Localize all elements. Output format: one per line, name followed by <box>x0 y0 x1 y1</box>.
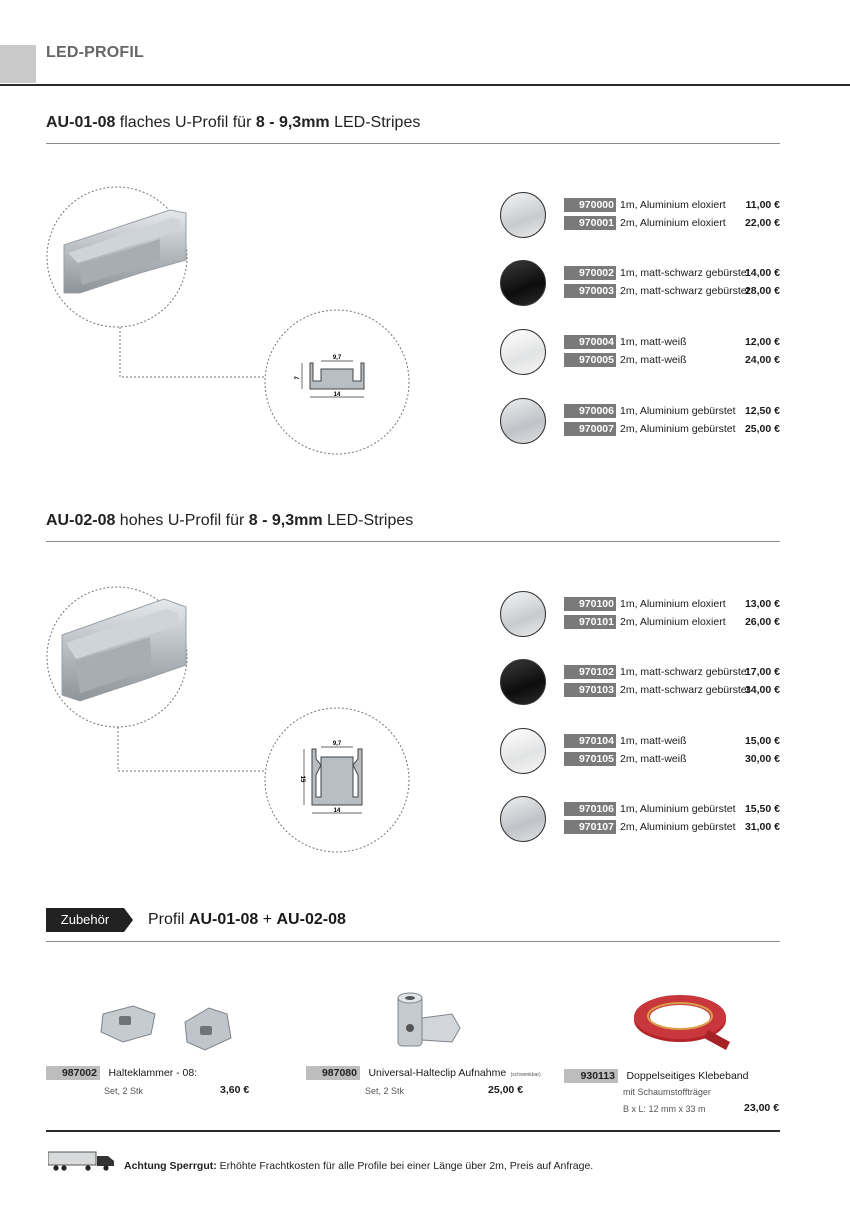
swatch-matt-weiss <box>500 329 546 375</box>
product-code: 970001 <box>564 216 616 230</box>
page-title: LED-PROFIL <box>46 44 144 61</box>
product-price: 13,00 € <box>744 598 780 610</box>
truck-icon <box>48 1150 116 1172</box>
product-price: 12,00 € <box>744 336 780 348</box>
product-price: 28,00 € <box>744 285 780 297</box>
accessories-label: Zubehör <box>46 908 124 932</box>
variant-eloxiert <box>500 589 790 641</box>
accessory-item <box>306 1063 566 1081</box>
dim-width-bottom: 14 <box>333 392 341 398</box>
accessory-price: 23,00 € <box>744 1102 780 1114</box>
accessory-price: 3,60 € <box>220 1084 250 1096</box>
product-row <box>564 597 790 613</box>
product-row <box>564 353 790 369</box>
variant-gebuerstet <box>500 794 790 846</box>
header-tab <box>0 45 36 83</box>
product-price: 24,00 € <box>744 354 780 366</box>
accessory-price: 25,00 € <box>488 1084 524 1096</box>
section-title-au-02-08 <box>46 512 413 530</box>
product-price: 11,00 € <box>745 199 780 211</box>
accessory-note: (schwenkbar) <box>510 1072 541 1078</box>
variant-schwarz <box>500 657 790 709</box>
dim-height: 15 <box>299 775 305 783</box>
product-row <box>564 404 790 420</box>
dim-width-top: 9,7 <box>332 741 342 747</box>
accessory-sub: Set, 2 Stk <box>104 1086 144 1096</box>
accessory-code: 987002 <box>46 1066 100 1080</box>
product-desc: 1m, matt-weiß <box>620 336 687 348</box>
product-row <box>564 683 790 699</box>
profile-illustration-flat <box>40 185 420 475</box>
accessories-code-1: AU-01-08 <box>188 911 259 928</box>
product-price: 26,00 € <box>744 616 780 628</box>
accessory-name: Halteklammer - 08: <box>108 1067 198 1079</box>
product-code: 970101 <box>564 615 616 629</box>
product-row <box>564 216 790 232</box>
product-desc: 2m, matt-weiß <box>620 354 687 366</box>
holding-clamp-image <box>95 1000 240 1056</box>
product-price: 30,00 € <box>744 753 780 765</box>
product-code: 970106 <box>564 802 616 816</box>
accessory-sub: mit Schaumstoffträger <box>623 1087 711 1097</box>
product-desc: 2m, Aluminium eloxiert <box>620 217 726 229</box>
product-desc: 1m, Aluminium gebürstet <box>620 803 736 815</box>
section-title-end: LED-Stripes <box>329 114 421 131</box>
product-row <box>564 752 790 768</box>
product-desc: 2m, Aluminium eloxiert <box>620 616 726 628</box>
product-desc: 2m, Aluminium gebürstet <box>620 423 736 435</box>
section-title-text: flaches U-Profil für <box>115 114 256 131</box>
product-desc: 1m, matt-weiß <box>620 735 687 747</box>
halteclip-image <box>388 988 468 1058</box>
product-row <box>564 422 790 438</box>
product-desc: 2m, matt-weiß <box>620 753 687 765</box>
product-desc: 1m, matt-schwarz gebürstet <box>620 666 750 678</box>
product-row <box>564 734 790 750</box>
accessory-sub: Set, 2 Stk <box>365 1086 405 1096</box>
product-row <box>564 820 790 836</box>
swatch-aluminium-gebuerstet <box>500 796 546 842</box>
section-size: 8 - 9,3mm <box>248 512 323 529</box>
footer-divider <box>46 1130 780 1132</box>
product-price: 15,50 € <box>744 803 780 815</box>
product-code: 970003 <box>564 284 616 298</box>
accessory-code: 930113 <box>564 1069 618 1083</box>
swatch-aluminium-eloxiert <box>500 192 546 238</box>
accessory-name: Universal-Halteclip Aufnahme <box>368 1067 507 1079</box>
product-code: 970000 <box>564 198 616 212</box>
product-desc: 1m, Aluminium gebürstet <box>620 405 736 417</box>
variant-schwarz <box>500 258 790 310</box>
product-row <box>564 665 790 681</box>
accessories-arrow-icon <box>124 908 133 932</box>
product-code: 970107 <box>564 820 616 834</box>
accessory-sub: B x L: 12 mm x 33 m <box>623 1104 706 1114</box>
product-row <box>564 615 790 631</box>
freight-notice <box>124 1160 593 1172</box>
product-desc: 2m, matt-schwarz gebürstet <box>620 684 750 696</box>
accessories-title-pre: Profil <box>148 911 189 928</box>
product-desc: 1m, Aluminium eloxiert <box>620 598 726 610</box>
dim-width-top: 9,7 <box>332 355 342 361</box>
variant-gebuerstet <box>500 396 790 448</box>
product-code: 970006 <box>564 404 616 418</box>
section-code: AU-01-08 <box>46 114 116 131</box>
product-code: 970100 <box>564 597 616 611</box>
product-price: 22,00 € <box>744 217 780 229</box>
product-row <box>564 335 790 351</box>
section-title-end: LED-Stripes <box>322 512 414 529</box>
swatch-matt-weiss <box>500 728 546 774</box>
product-desc: 1m, matt-schwarz gebürstet <box>620 267 750 279</box>
swatch-matt-schwarz <box>500 260 546 306</box>
product-price: 34,00 € <box>744 684 780 696</box>
product-row <box>564 284 790 300</box>
accessory-code: 987080 <box>306 1066 360 1080</box>
product-code: 970105 <box>564 752 616 766</box>
section-size: 8 - 9,3mm <box>255 114 330 131</box>
section-title-text: hohes U-Profil für <box>115 512 249 529</box>
freight-notice-title: Achtung Sperrgut: <box>124 1160 217 1172</box>
accessory-item <box>46 1063 286 1081</box>
accessory-item <box>564 1066 784 1084</box>
product-desc: 2m, Aluminium gebürstet <box>620 821 736 833</box>
swatch-aluminium-eloxiert <box>500 591 546 637</box>
product-code: 970102 <box>564 665 616 679</box>
accessory-name: Doppelseitiges Klebeband <box>626 1070 749 1082</box>
product-row <box>564 266 790 282</box>
variant-weiss <box>500 327 790 379</box>
product-code: 970002 <box>564 266 616 280</box>
section-code: AU-02-08 <box>46 512 116 529</box>
swatch-aluminium-gebuerstet <box>500 398 546 444</box>
header-divider <box>0 84 850 86</box>
product-code: 970004 <box>564 335 616 349</box>
variant-weiss <box>500 726 790 778</box>
product-price: 12,50 € <box>744 405 780 417</box>
product-price: 17,00 € <box>744 666 780 678</box>
product-price: 31,00 € <box>744 821 780 833</box>
profile-illustration-high <box>40 585 420 855</box>
variant-eloxiert <box>500 190 790 242</box>
product-code: 970104 <box>564 734 616 748</box>
dim-height: 7 <box>295 376 301 380</box>
section-divider <box>46 541 780 542</box>
product-desc: 2m, matt-schwarz gebürstet <box>620 285 750 297</box>
adhesive-tape-image <box>630 990 740 1054</box>
section-divider <box>46 143 780 144</box>
dim-width-bottom: 14 <box>333 808 341 814</box>
accessories-code-2: AU-02-08 <box>276 911 346 928</box>
section-divider <box>46 941 780 942</box>
product-price: 25,00 € <box>744 423 780 435</box>
product-row <box>564 198 790 214</box>
swatch-matt-schwarz <box>500 659 546 705</box>
accessories-title <box>148 911 346 929</box>
product-price: 15,00 € <box>744 735 780 747</box>
product-code: 970007 <box>564 422 616 436</box>
section-title-au-01-08 <box>46 114 420 132</box>
product-price: 14,00 € <box>744 267 780 279</box>
product-code: 970005 <box>564 353 616 367</box>
accessories-title-plus: + <box>258 911 277 928</box>
freight-notice-text: Erhöhte Frachtkosten für alle Profile bei einer Länge über 2m, Preis auf Anfrage. <box>216 1160 594 1172</box>
product-code: 970103 <box>564 683 616 697</box>
product-desc: 1m, Aluminium eloxiert <box>620 199 726 211</box>
product-row <box>564 802 790 818</box>
